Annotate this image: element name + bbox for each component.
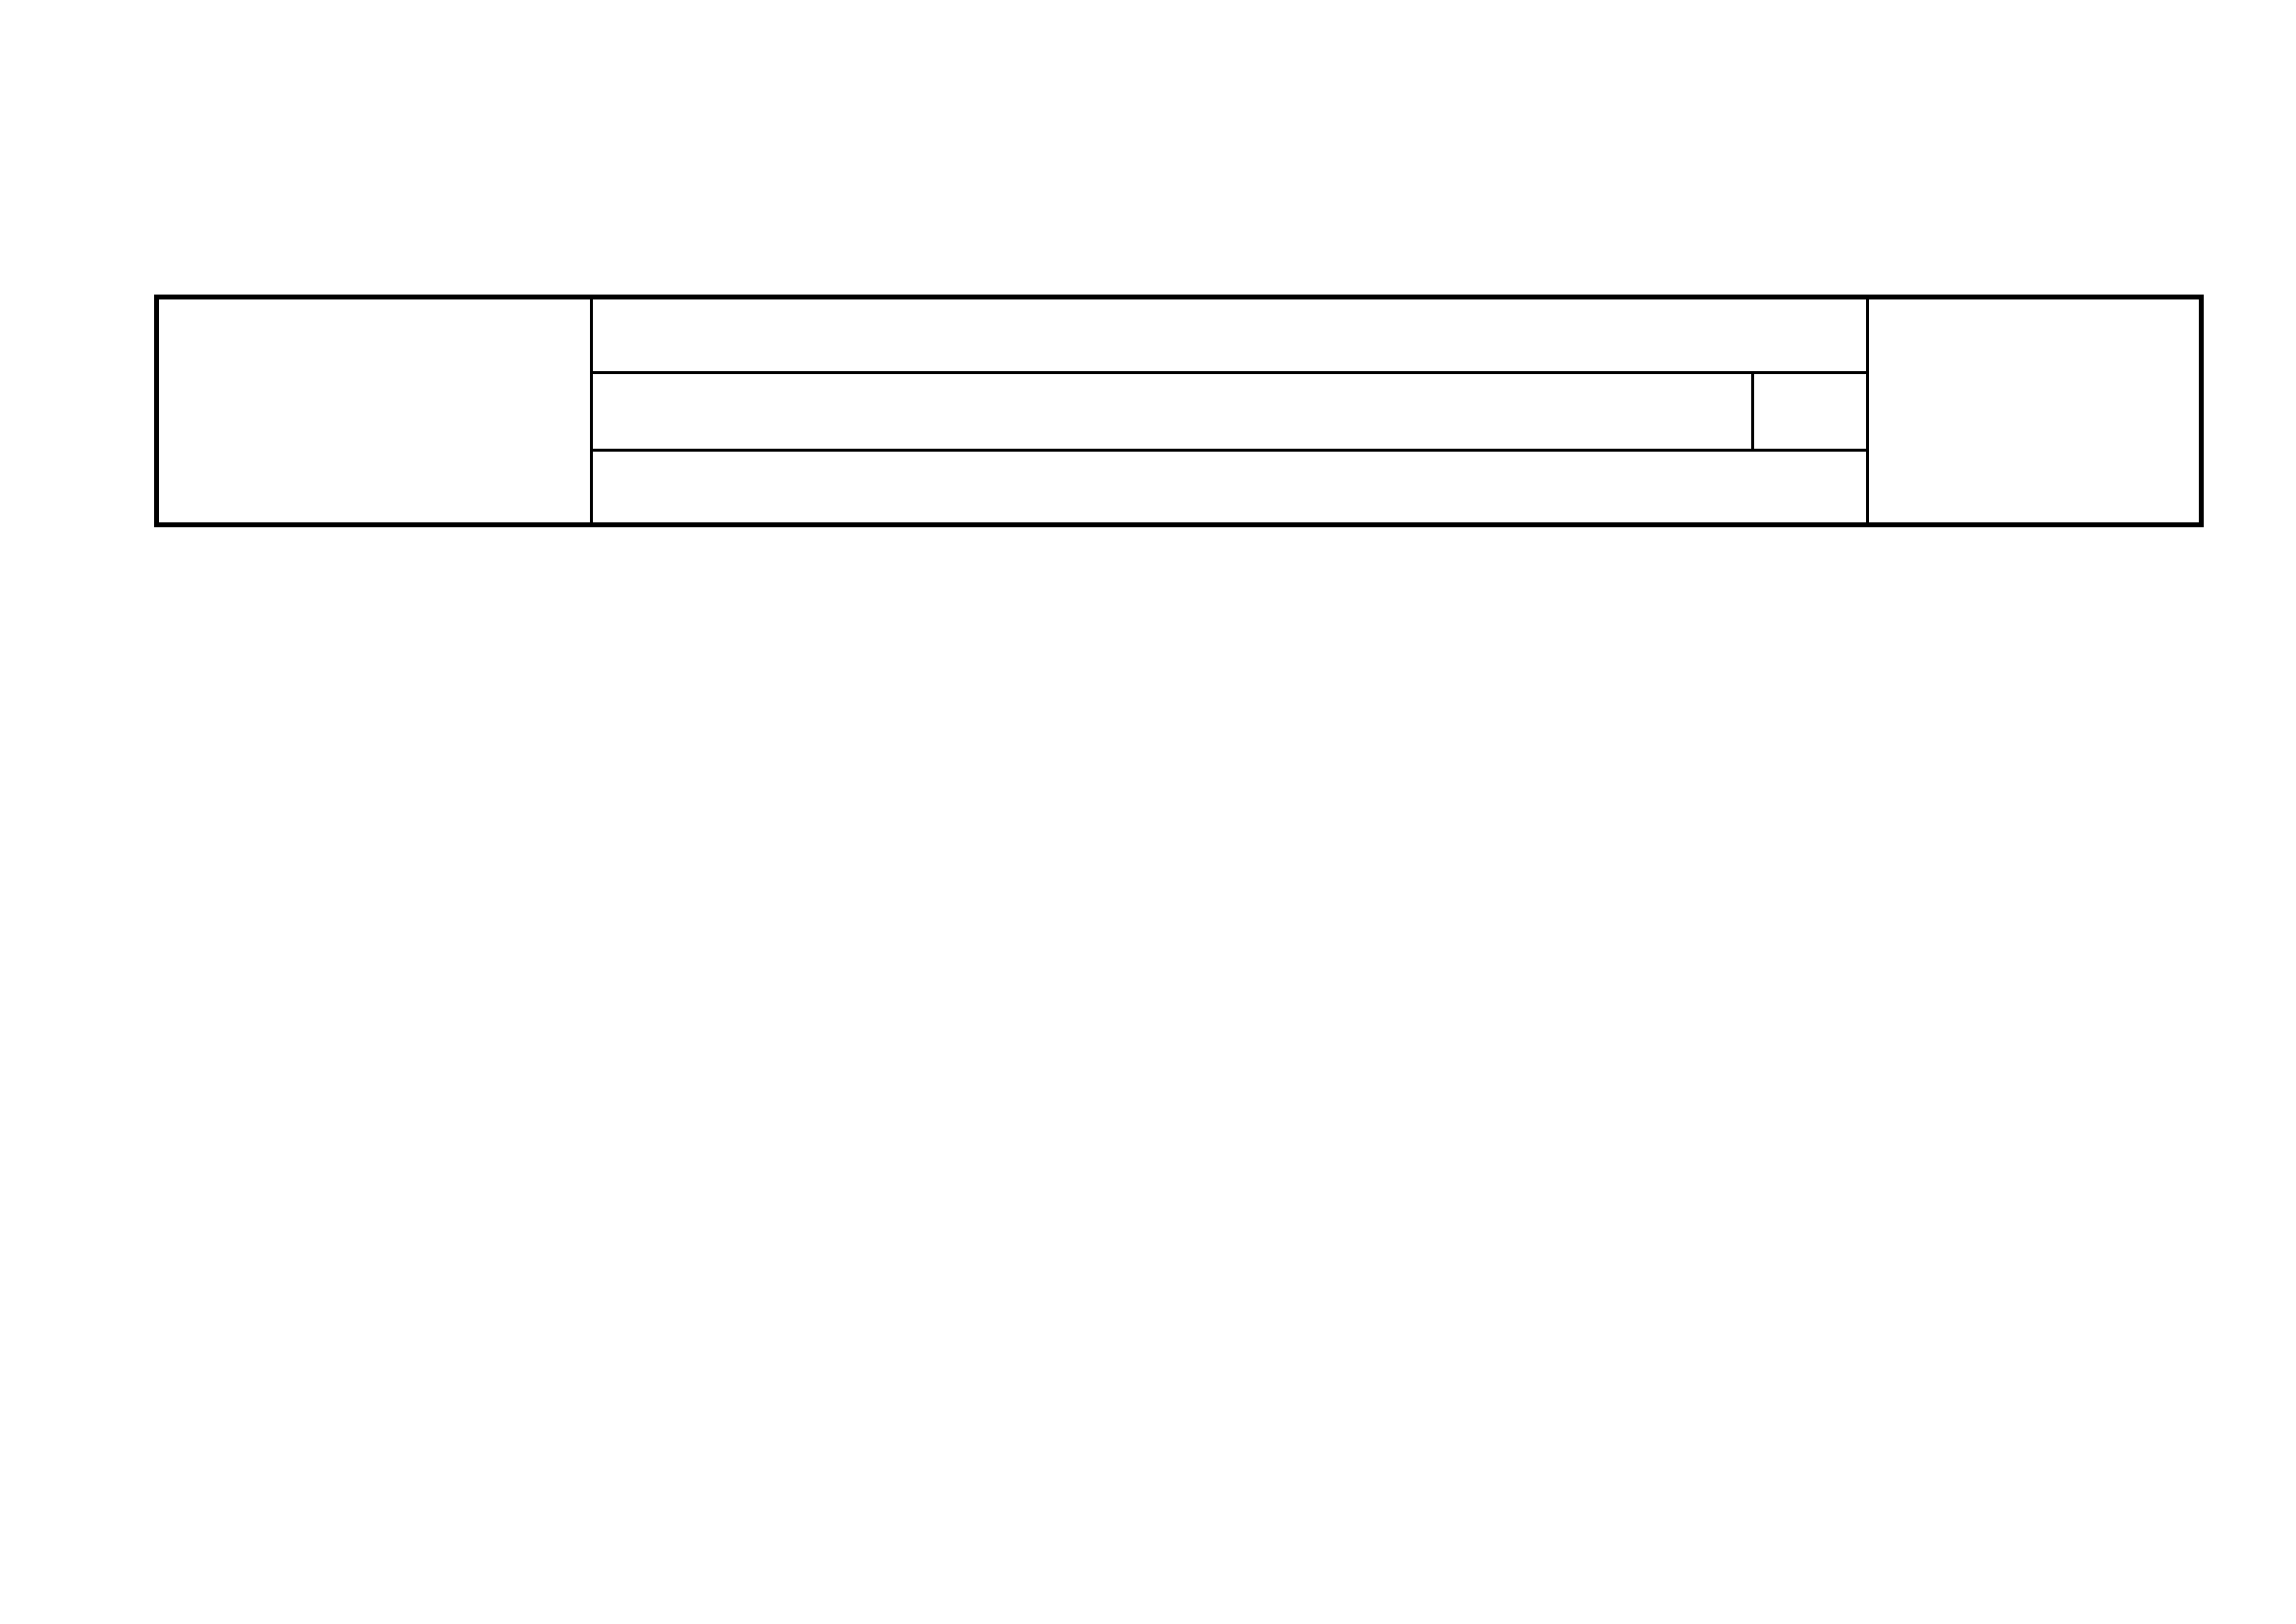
header-period (592, 298, 1868, 373)
calendar-body (157, 525, 2202, 1432)
calendar-table (154, 295, 2204, 1434)
calendar-table-wrapper (154, 295, 2199, 1434)
header-current-year (592, 373, 1753, 451)
header-remark (1868, 298, 2202, 525)
header-activity (157, 298, 592, 525)
header-next-year (1753, 373, 1868, 451)
